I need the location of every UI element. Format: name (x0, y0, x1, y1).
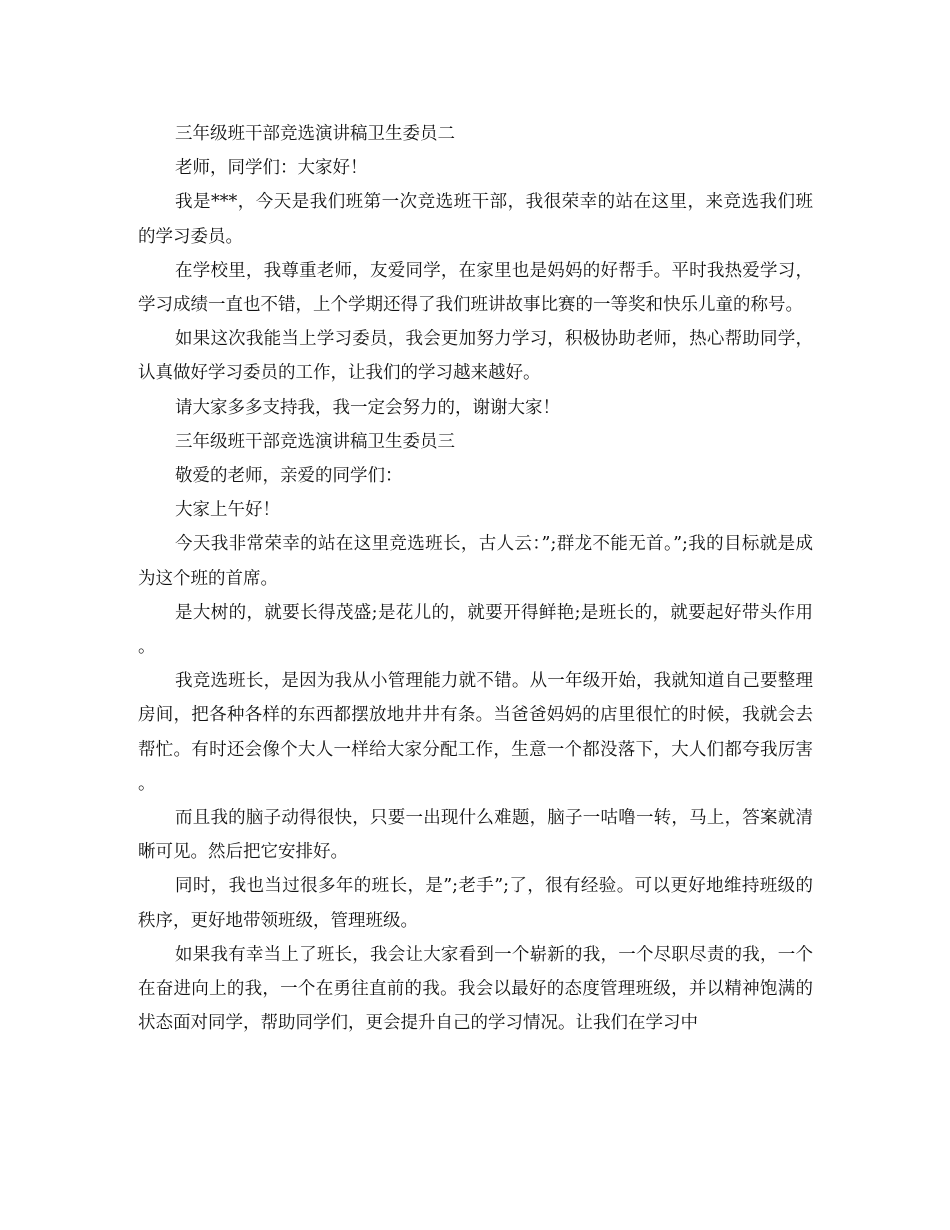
paragraph: 而且我的脑子动得很快，只要一出现什么难题，脑子一咕噜一转，马上，答案就清晰可见。然后把它安排好。 (138, 808, 813, 863)
section-heading-3: 三年级班干部竞选演讲稿卫生委员三 (175, 431, 455, 452)
paragraph: 同时，我也当过很多年的班长，是”;老手”;了，很有经验。可以更好地维持班级的秩序，更好地带领班级，管理班级。 (138, 876, 813, 931)
greeting: 大家上午好！ (175, 500, 280, 521)
greeting: 老师，同学们：大家好！ (175, 158, 368, 179)
paragraph: 如果我有幸当上了班长，我会让大家看到一个崭新的我，一个尽职尽责的我，一个在奋进向上的我，一个在勇往直前的我。我会以最好的态度管理班级，并以精神饱满的状态面对同学，帮助同学们，更会提升自己的学习情况。让我们在学习中 (138, 944, 813, 1034)
document-body (138, 117, 813, 1040)
paragraph: 如果这次我能当上学习委员，我会更加努力学习，积极协助老师，热心帮助同学，认真做好学习委员的工作，让我们的学习越来越好。 (138, 329, 813, 384)
paragraph: 在学校里，我尊重老师，友爱同学，在家里也是妈妈的好帮手。平时我热爱学习，学习成绩一直也不错，上个学期还得了我们班讲故事比赛的一等奖和快乐儿童的称号。 (138, 260, 813, 316)
paragraph: 我是***，今天是我们班第一次竞选班干部，我很荣幸的站在这里，来竞选我们班的学习委员。 (138, 192, 813, 247)
paragraph: 我竞选班长，是因为我从小管理能力就不错。从一年级开始，我就知道自己要整理房间，把各种各样的东西都摆放地井井有条。当爸爸妈妈的店里很忙的时候，我就会去帮忙。有时还会像个大人一样给大家分配工作，生意一个都没落下，大人们都夸我厉害。 (138, 671, 813, 794)
paragraph: 请大家多多支持我，我一定会努力的，谢谢大家！ (175, 397, 560, 418)
paragraph: 是大树的，就要长得茂盛;是花儿的，就要开得鲜艳;是班长的，就要起好带头作用。 (138, 602, 813, 658)
paragraph: 今天我非常荣幸的站在这里竞选班长，古人云：”;群龙不能无首。”;我的目标就是成为这个班的首席。 (138, 534, 813, 589)
section-heading-2: 三年级班干部竞选演讲稿卫生委员二 (175, 124, 455, 144)
greeting: 敬爱的老师，亲爱的同学们： (175, 466, 403, 487)
